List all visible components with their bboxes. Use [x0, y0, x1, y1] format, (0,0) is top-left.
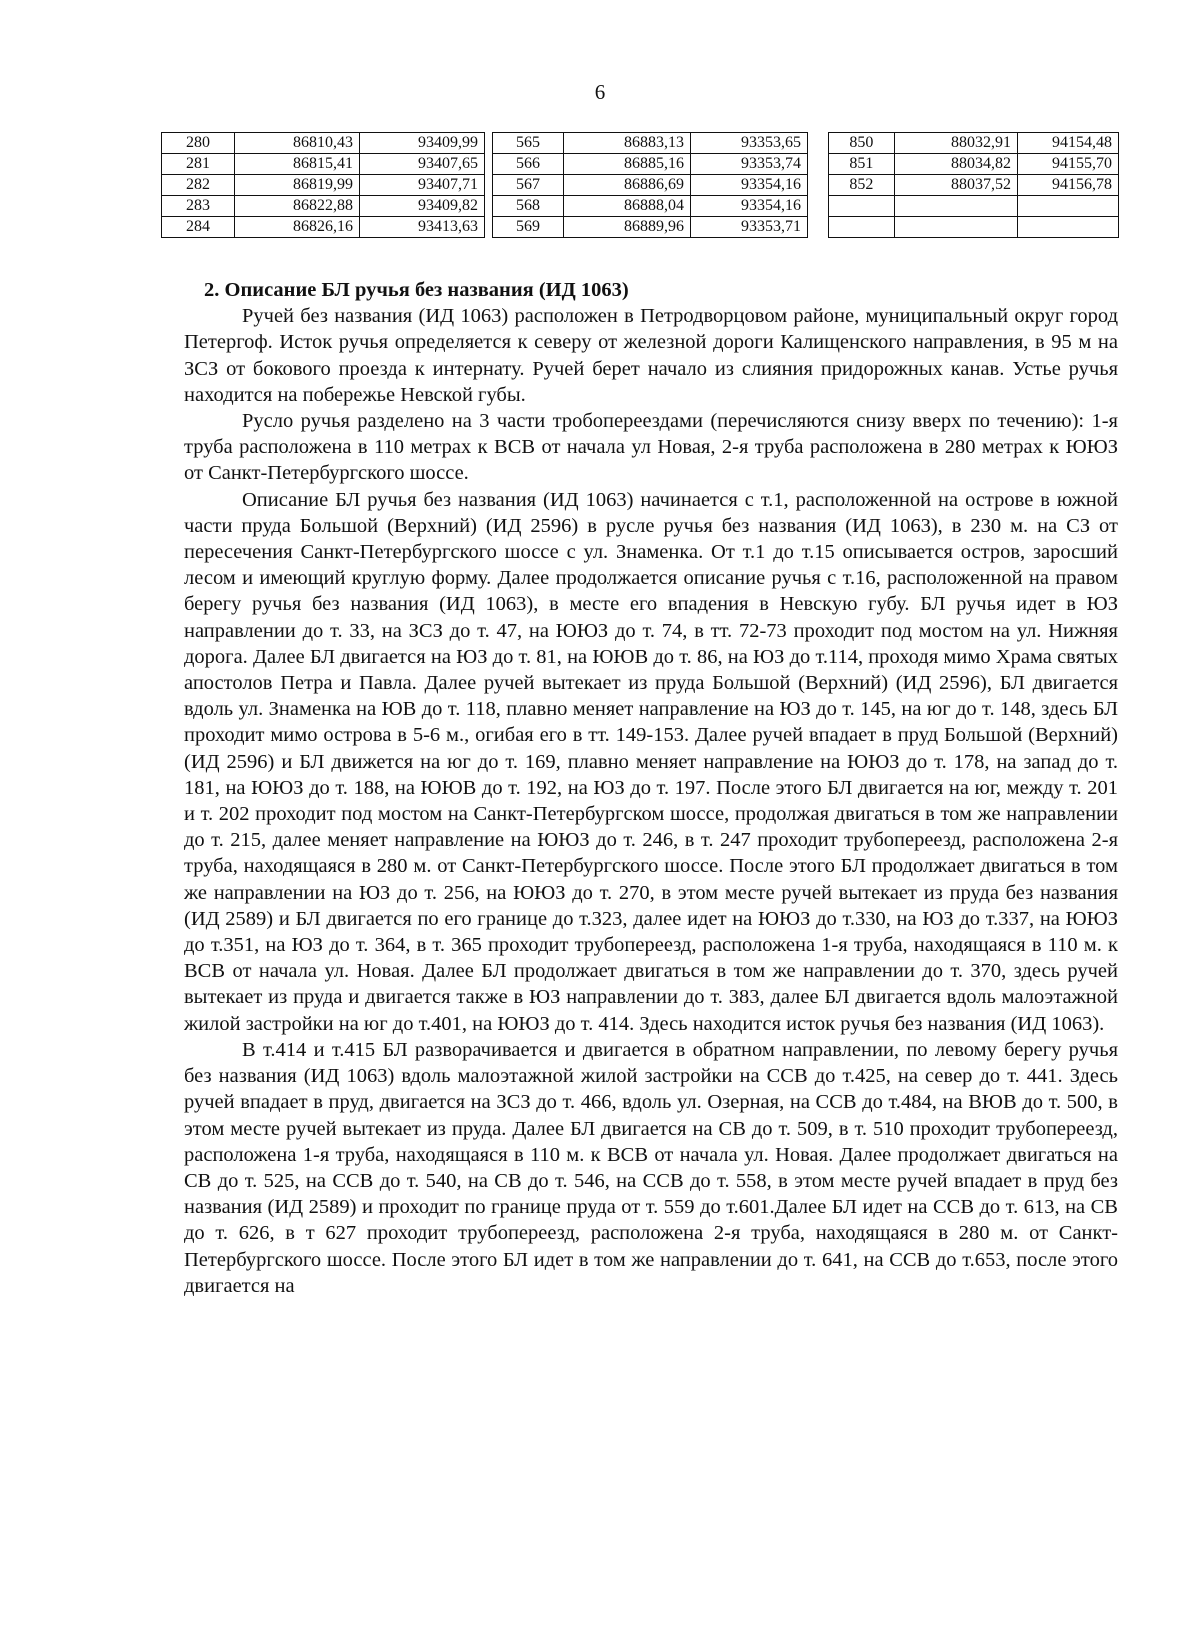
y-coordinate: 93353,74	[691, 154, 808, 175]
y-coordinate: 94155,70	[1018, 154, 1119, 175]
point-number: 284	[162, 217, 235, 238]
page-number: 6	[594, 80, 606, 104]
paragraph: Описание БЛ ручья без названия (ИД 1063) начинается с т.1, расположенной на острове в южной части пруда Большой (Верхний) (ИД 2596) в русле ручья без названия (ИД 1063), в 230 м. на СЗ от пересечения Санкт-Петербургского шоссе с ул. Знаменка. От т.1 до т.15 описывается остров, заросший лесом и имеющий круглую форму. Далее продолжается описание ручья с т.16, расположенной на правом берегу ручья без названия (ИД 1063), в месте его впадения в Невскую губу. БЛ ручья идет в ЮЗ направлении до т. 33, на ЗСЗ до т. 47, на ЮЮЗ до т. 74, в тт. 72-73 проходит под мостом на ул. Нижняя дорога. Далее БЛ двигается на ЮЗ до т. 81, на ЮЮВ до т. 86, на ЮЗ до т.114, проходя мимо Храма святых апостолов Петра и Павла. Далее ручей вытекает из пруда Большой (Верхний) (ИД 2596), БЛ двигается вдоль ул. Знаменка на ЮВ до т. 118, плавно меняет направление на ЮЗ до т. 145, на юг до т. 148, здесь БЛ проходит мимо острова в 5-6 м., огибая его в тт. 149-153. Далее ручей впадает в пруд Большой (Верхний) (ИД 2596) и БЛ движется на юг до т. 169, плавно меняет направление на ЮЮЗ до т. 178, на запад до т. 181, на ЮЮЗ до т. 188, на ЮЮВ до т. 192, на ЮЗ до т. 197. После этого БЛ двигается на юг, между т. 201 и т. 202 проходит под мостом на Санкт-Петербургском шоссе, продолжая двигаться в том же направлении до т. 215, далее меняет направление на ЮЮЗ до т. 246, в т. 247 проходит трубопереезд, расположена 2-я труба, находящаяся в 280 м. от Санкт-Петербургского шоссе. После этого БЛ продолжает двигаться в том же направлении на ЮЗ до т. 256, на ЮЮЗ до т. 270, в этом месте ручей вытекает из пруда без названия (ИД 2589) и БЛ двигается по его границе до т.323, далее идет на ЮЮЗ до т.330, на ЮЗ до т.337, на ЮЮЗ до т.351, на ЮЗ до т. 364, в т. 365 проходит трубопереезд, расположена 1-я труба, находящаяся в 110 м. к ВСВ от начала ул. Новая. Далее БЛ продолжает двигаться в том же направлении до т. 370, здесь ручей вытекает из пруда и двигается также в ЮЗ направлении до т. 383, далее БЛ двигается вдоль малоэтажной жилой застройки на юг до т.401, на ЮЮЗ до т. 414. Здесь находится исток ручья без названия (ИД 1063).	[184, 488, 1118, 1035]
x-coordinate: 86883,13	[564, 133, 691, 154]
point-number	[829, 217, 895, 238]
x-coordinate: 88037,52	[894, 175, 1017, 196]
point-number: 281	[162, 154, 235, 175]
x-coordinate: 88034,82	[894, 154, 1017, 175]
table-row	[162, 175, 485, 196]
y-coordinate: 93353,65	[691, 133, 808, 154]
x-coordinate: 86886,69	[564, 175, 691, 196]
y-coordinate: 94154,48	[1018, 133, 1119, 154]
point-number: 852	[829, 175, 895, 196]
x-coordinate	[894, 196, 1017, 217]
point-number: 566	[493, 154, 564, 175]
x-coordinate	[894, 217, 1017, 238]
y-coordinate: 93407,65	[360, 154, 485, 175]
point-number: 850	[829, 133, 895, 154]
x-coordinate: 86815,41	[235, 154, 360, 175]
table-row	[162, 133, 485, 154]
x-coordinate: 86885,16	[564, 154, 691, 175]
section-heading: 2. Описание БЛ ручья без названия (ИД 1063)	[204, 279, 629, 301]
point-number: 568	[493, 196, 564, 217]
x-coordinate: 86819,99	[235, 175, 360, 196]
y-coordinate: 93413,63	[360, 217, 485, 238]
y-coordinate: 93409,99	[360, 133, 485, 154]
y-coordinate: 93354,16	[691, 175, 808, 196]
y-coordinate	[1018, 196, 1119, 217]
point-number: 280	[162, 133, 235, 154]
point-number: 851	[829, 154, 895, 175]
point-number: 569	[493, 217, 564, 238]
paragraph: В т.414 и т.415 БЛ разворачивается и двигается в обратном направлении, по левому берегу ручья без названия (ИД 1063) вдоль малоэтажной жилой застройки на ССВ до т.425, на север до т. 441. Здесь ручей впадает в пруд, двигается на ЗСЗ до т. 466, вдоль ул. Озерная, на ССВ до т.484, на ВЮВ до т. 500, в этом месте ручей вытекает из пруда. Далее БЛ двигается на СВ до т. 509, в т. 510 проходит трубопереезд, расположена 1-я труба, находящаяся в 110 м. к ВСВ от начала ул. Новая. Далее продолжает двигаться на СВ до т. 525, на ССВ до т. 540, на СВ до т. 546, на ССВ до т. 558, в этом месте ручей впадает в пруд без названия (ИД 2589) и проходит по границе пруда от т. 559 до т.601.Далее БЛ идет на ССВ до т. 613, на СВ до т. 626, в т 627 проходит трубопереезд, расположена 2-я труба, находящаяся в 280 м. от Санкт-Петербургского шоссе. После этого БЛ идет в том же направлении до т. 641, на ССВ до т.653, после этого двигается на	[184, 1038, 1118, 1297]
point-number	[829, 196, 895, 217]
x-coordinate: 86888,04	[564, 196, 691, 217]
x-coordinate: 86810,43	[235, 133, 360, 154]
section-body	[184, 277, 1118, 1299]
point-number: 567	[493, 175, 564, 196]
table-row	[162, 196, 485, 217]
point-number: 282	[162, 175, 235, 196]
y-coordinate: 93353,71	[691, 217, 808, 238]
table-row	[493, 217, 808, 238]
y-coordinate: 93409,82	[360, 196, 485, 217]
table-row	[829, 175, 1119, 196]
coordinate-table-2	[492, 132, 808, 238]
y-coordinate	[1018, 217, 1119, 238]
table-row	[829, 217, 1119, 238]
point-number: 283	[162, 196, 235, 217]
table-row	[829, 154, 1119, 175]
table-row	[493, 196, 808, 217]
x-coordinate: 86889,96	[564, 217, 691, 238]
coordinate-tables	[161, 132, 1119, 250]
coordinate-table-1	[161, 132, 485, 238]
x-coordinate: 88032,91	[894, 133, 1017, 154]
point-number: 565	[493, 133, 564, 154]
paragraph: Русло ручья разделено на 3 части тробопереездами (перечисляются снизу вверх по течению): 1-я труба расположена в 110 метрах к ВСВ от начала ул Новая, 2-я труба расположена в 280 метрах к ЮЮЗ от Санкт-Петербургского шоссе.	[184, 410, 1118, 485]
y-coordinate: 94156,78	[1018, 175, 1119, 196]
y-coordinate: 93354,16	[691, 196, 808, 217]
x-coordinate: 86822,88	[235, 196, 360, 217]
table-row	[162, 154, 485, 175]
table-row	[493, 133, 808, 154]
table-row	[829, 196, 1119, 217]
x-coordinate: 86826,16	[235, 217, 360, 238]
table-row	[493, 175, 808, 196]
coordinate-table-3	[828, 132, 1119, 238]
paragraph: Ручей без названия (ИД 1063) расположен в Петродворцовом районе, муниципальный округ город Петергоф. Исток ручья определяется к северу от железной дороги Калищенского направления, в 95 м на ЗСЗ от бокового проезда к интернату. Ручей берет начало из слияния придорожных канав. Устье ручья находится на побережье Невской губы.	[184, 305, 1118, 406]
table-row	[493, 154, 808, 175]
table-row	[829, 133, 1119, 154]
table-row	[162, 217, 485, 238]
y-coordinate: 93407,71	[360, 175, 485, 196]
